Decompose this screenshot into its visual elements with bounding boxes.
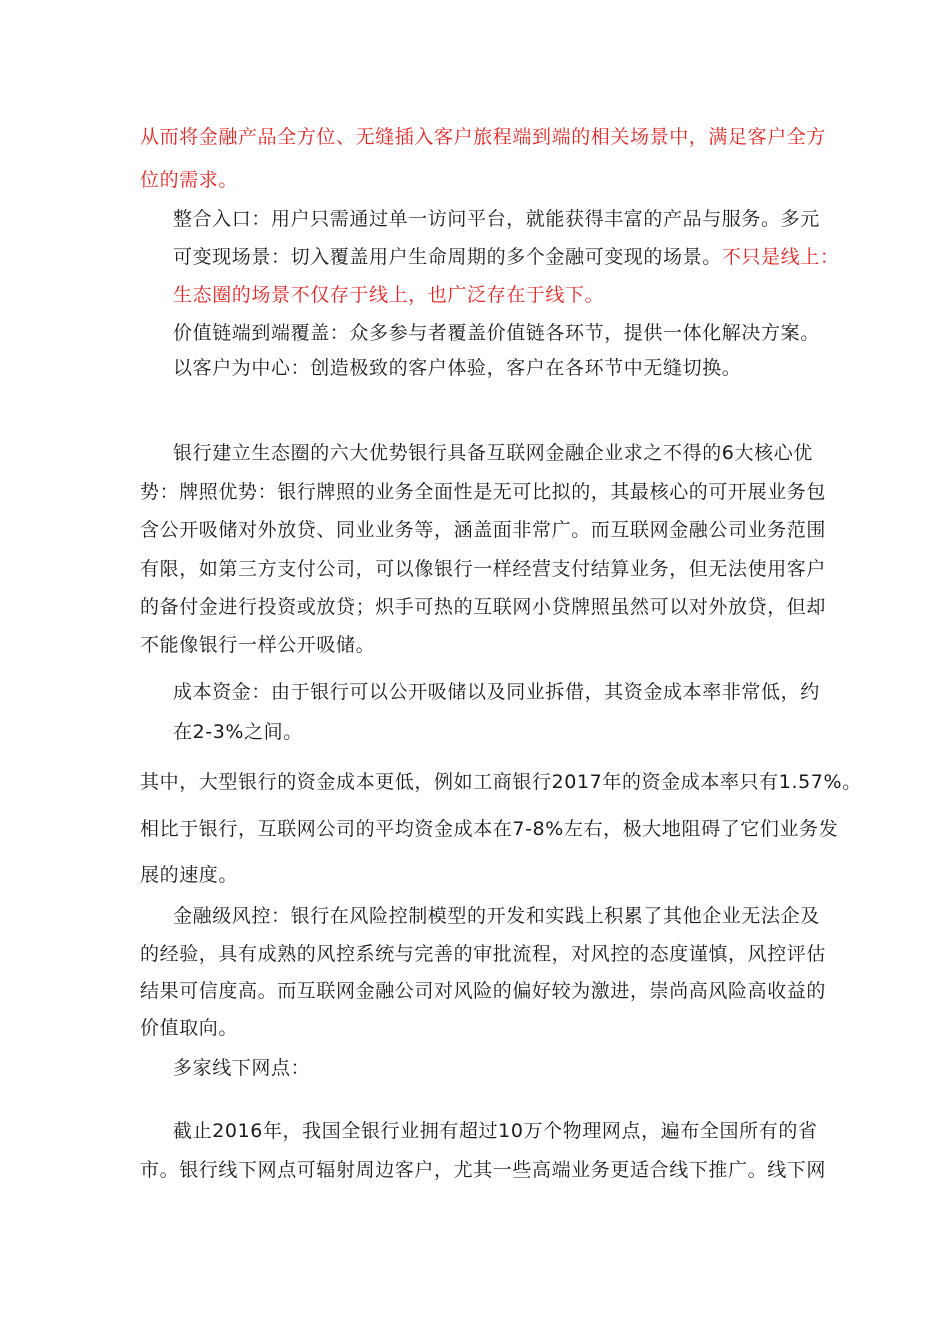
paragraph-line: 有限，如第三方支付公司，可以像银行一样经营支付结算业务，但无法使用客户 <box>140 558 827 580</box>
paragraph-line: 不能像银行一样公开吸储。 <box>140 634 376 656</box>
text-segment: 可变现场景：切入覆盖用户生命周期的多个金融可变现的场景。 <box>173 246 722 268</box>
highlighted-text-segment: 不只是线上： <box>721 246 840 268</box>
paragraph-line: 银行建立生态圈的六大优势银行具备互联网金融企业求之不得的6大核心优 <box>173 442 813 464</box>
paragraph-line: 金融级风控：银行在风险控制模型的开发和实践上积累了其他企业无法企及 <box>173 905 820 927</box>
paragraph-line: 生态圈的场景不仅存于线上，也广泛存在于线下。 <box>173 284 605 306</box>
paragraph-line: 整合入口：用户只需通过单一访问平台，就能获得丰富的产品与服务。多元 <box>173 208 820 230</box>
paragraph-line: 以客户为中心：创造极致的客户体验，客户在各环节中无缝切换。 <box>173 357 742 379</box>
paragraph-line: 含公开吸储对外放贷、同业业务等，涵盖面非常广。而互联网金融公司业务范围 <box>140 519 827 541</box>
paragraph-line: 势：牌照优势：银行牌照的业务全面性是无可比拟的，其最核心的可开展业务包 <box>140 481 827 503</box>
paragraph-line: 其中，大型银行的资金成本更低，例如工商银行2017年的资金成本率只有1.57%。 <box>140 771 862 793</box>
paragraph-line: 价值取向。 <box>140 1017 239 1039</box>
paragraph-line: 成本资金：由于银行可以公开吸储以及同业拆借，其资金成本率非常低，约 <box>173 681 820 703</box>
paragraph-line: 的经验，具有成熟的风控系统与完善的审批流程，对风控的态度谨慎，风控评估 <box>140 943 827 965</box>
paragraph-line: 在2-3%之间。 <box>173 721 303 743</box>
paragraph-line: 截止2016年，我国全银行业拥有超过10万个物理网点，遍布全国所有的省 <box>173 1120 818 1142</box>
paragraph-line: 市。银行线下网点可辐射周边客户，尤其一些高端业务更适合线下推广。线下网 <box>140 1159 827 1181</box>
paragraph-line: 相比于银行，互联网公司的平均资金成本在7-8%左右，极大地阻碍了它们业务发 <box>140 818 839 840</box>
paragraph-line <box>173 245 839 269</box>
paragraph-line: 多家线下网点： <box>173 1057 311 1079</box>
paragraph-line: 展的速度。 <box>140 864 239 886</box>
paragraph-line: 价值链端到端覆盖：众多参与者覆盖价值链各环节，提供一体化解决方案。 <box>173 322 820 344</box>
paragraph-line: 从而将金融产品全方位、无缝插入客户旅程端到端的相关场景中，满足客户全方 <box>140 126 827 148</box>
paragraph-line: 结果可信度高。而互联网金融公司对风险的偏好较为激进，崇尚高风险高收益的 <box>140 980 827 1002</box>
paragraph-line: 位的需求。 <box>140 169 239 191</box>
paragraph-line: 的备付金进行投资或放贷；炽手可热的互联网小贷牌照虽然可以对外放贷，但却 <box>140 596 827 618</box>
